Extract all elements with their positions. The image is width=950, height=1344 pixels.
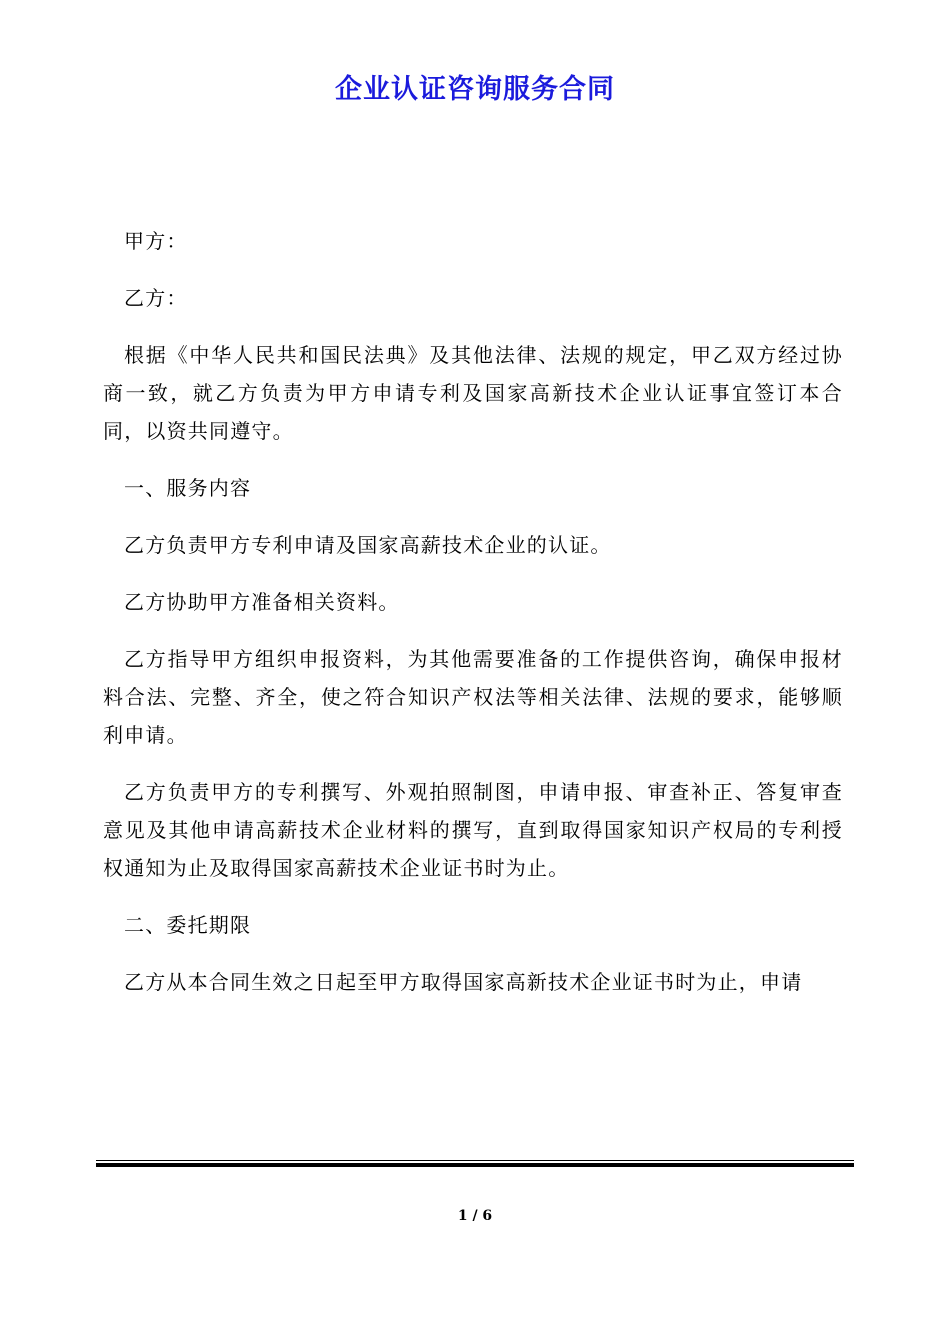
party-a-line: 甲方： <box>124 229 188 253</box>
page-number: 1 / 6 <box>457 1208 493 1224</box>
entrustment-period-paragraph: 乙方从本合同生效之日起至甲方取得国家高新技术企业证书时为止，申请 <box>124 970 803 994</box>
section-heading-service-content: 一、服务内容 <box>124 476 252 500</box>
service-item-paragraph: 乙方负责甲方的专利撰写、外观拍照制图，申请申报、审查补正、答复审查意见及其他申请高薪技术企业材料的撰写，直到取得国家知识产权局的专利授权通知为止及取得国家高薪技术企业证书时为止。 <box>103 780 843 880</box>
footer-divider <box>96 1160 854 1167</box>
preamble-paragraph: 根据《中华人民共和国民法典》及其他法律、法规的规定，甲乙双方经过协商一致，就乙方负责为甲方申请专利及国家高新技术企业认证事宜签订本合同，以资共同遵守。 <box>103 343 843 443</box>
footer-divider-thin-line <box>96 1160 854 1161</box>
page-title: 企业认证咨询服务合同 <box>335 74 615 105</box>
party-b-line: 乙方： <box>124 286 188 310</box>
service-item-paragraph: 乙方负责甲方专利申请及国家高薪技术企业的认证。 <box>124 533 612 557</box>
footer-divider-thick-line <box>96 1163 854 1167</box>
section-heading-entrustment-period: 二、委托期限 <box>124 913 252 937</box>
service-item-paragraph: 乙方指导甲方组织申报资料，为其他需要准备的工作提供咨询，确保申报材料合法、完整、齐全，使之符合知识产权法等相关法律、法规的要求，能够顺利申请。 <box>103 647 843 747</box>
service-item-paragraph: 乙方协助甲方准备相关资料。 <box>124 590 400 614</box>
document-body <box>103 222 843 1020</box>
